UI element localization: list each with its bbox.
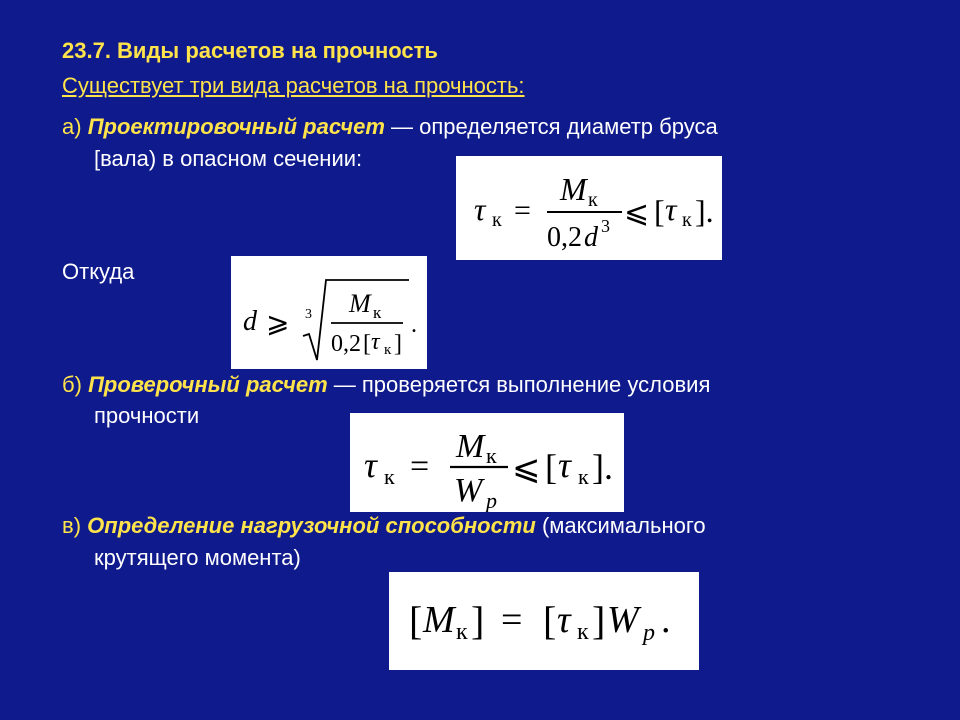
f2-denominator-coefficient: 0,2 — [331, 331, 361, 357]
f4-bracket-left-1: [ — [409, 598, 423, 643]
formula-design-condition — [456, 156, 722, 260]
f4-subscript-tau: к — [577, 619, 589, 645]
item-b-rest: — проверяется выполнение условия — [327, 372, 711, 397]
whence-text: Откуда — [62, 259, 135, 284]
f2-denominator-bracket-left: [ — [363, 331, 371, 357]
f3-bracket-left: [ — [545, 447, 557, 487]
f3-equals: = — [410, 448, 430, 485]
f1-equals: = — [514, 194, 531, 227]
f2-denominator-symbol: τ — [371, 329, 380, 355]
formula-load-capacity — [389, 572, 699, 670]
f2-numerator-subscript: к — [373, 303, 382, 322]
formula-diameter — [231, 256, 427, 369]
f1-lhs-symbol: τ — [474, 191, 486, 227]
f4-subscript-p: p — [643, 620, 655, 646]
f1-numerator-symbol: M — [560, 171, 587, 207]
f3-lhs-symbol: τ — [364, 445, 377, 485]
f3-numerator-symbol: M — [456, 428, 485, 465]
f2-numerator-symbol: M — [349, 289, 371, 318]
f1-denominator-coefficient: 0,2 — [547, 222, 582, 253]
f1-bracket-right: ]. — [695, 193, 714, 229]
f4-symbol-w: W — [607, 599, 639, 641]
f4-subscript-m: к — [456, 619, 468, 645]
f1-lhs-subscript: к — [492, 209, 502, 231]
f2-relation: ⩾ — [266, 308, 290, 339]
f3-rhs-subscript: к — [578, 464, 589, 489]
f2-period: . — [411, 312, 417, 338]
f2-lhs: d — [243, 306, 257, 337]
item-b-line2: прочности — [94, 403, 200, 428]
formula-design-condition-svg — [456, 156, 722, 260]
f2-denominator-bracket-right: ] — [394, 331, 402, 357]
item-b-line1 — [62, 371, 710, 400]
item-c-line2: крутящего момента) — [94, 545, 301, 570]
item-c-rest: (максимального — [535, 513, 706, 538]
formula-diameter-svg — [231, 256, 427, 369]
f3-relation: ⩽ — [512, 450, 541, 487]
item-b-marker: б) — [62, 372, 82, 397]
item-b-name: Проверочный расчет — [88, 372, 328, 397]
f4-symbol-m: M — [423, 599, 455, 641]
item-a-name: Проектировочный расчет — [87, 114, 385, 139]
f1-denominator-exponent: 3 — [601, 216, 610, 236]
f1-bracket-left: [ — [654, 193, 665, 229]
formula-check-condition-svg — [350, 413, 624, 512]
f2-denominator-subscript: к — [384, 342, 392, 358]
item-a-marker: а) — [62, 114, 82, 139]
f4-period: . — [661, 599, 671, 641]
item-c-marker: в) — [62, 513, 82, 538]
f4-bracket-left-2: [ — [543, 598, 557, 643]
f1-numerator-subscript: к — [588, 189, 598, 211]
f3-rhs-symbol: τ — [558, 445, 571, 485]
f3-lhs-subscript: к — [384, 464, 395, 489]
f1-rhs-symbol: τ — [665, 191, 677, 227]
item-c-line1 — [62, 512, 706, 541]
formula-check-condition — [350, 413, 624, 512]
f4-bracket-right-1: ] — [471, 598, 485, 643]
f1-rhs-subscript: к — [682, 209, 692, 231]
item-a-line2: [вала) в опасном сечении: — [94, 146, 363, 171]
slide-title: 23.7. Виды расчетов на прочность — [62, 38, 438, 63]
f4-bracket-right-2: ] — [592, 598, 606, 643]
f1-denominator-variable: d — [584, 222, 598, 253]
item-a-line1 — [62, 113, 718, 142]
f4-equals: = — [501, 599, 523, 641]
item-a-rest: — определяется диаметр бруса — [384, 114, 718, 139]
f3-denominator-subscript: p — [486, 488, 497, 512]
f3-numerator-subscript: к — [486, 443, 497, 468]
formula-load-capacity-svg — [389, 572, 699, 670]
f3-bracket-right: ]. — [592, 447, 613, 487]
f2-root-index: 3 — [305, 307, 312, 322]
f1-relation: ⩽ — [624, 196, 650, 229]
intro-text: Существует три вида расчетов на прочность: — [62, 73, 525, 98]
f4-symbol-tau: τ — [557, 599, 571, 641]
f3-denominator-symbol: W — [454, 472, 483, 509]
item-c-name: Определение нагрузочной способности — [87, 513, 536, 538]
